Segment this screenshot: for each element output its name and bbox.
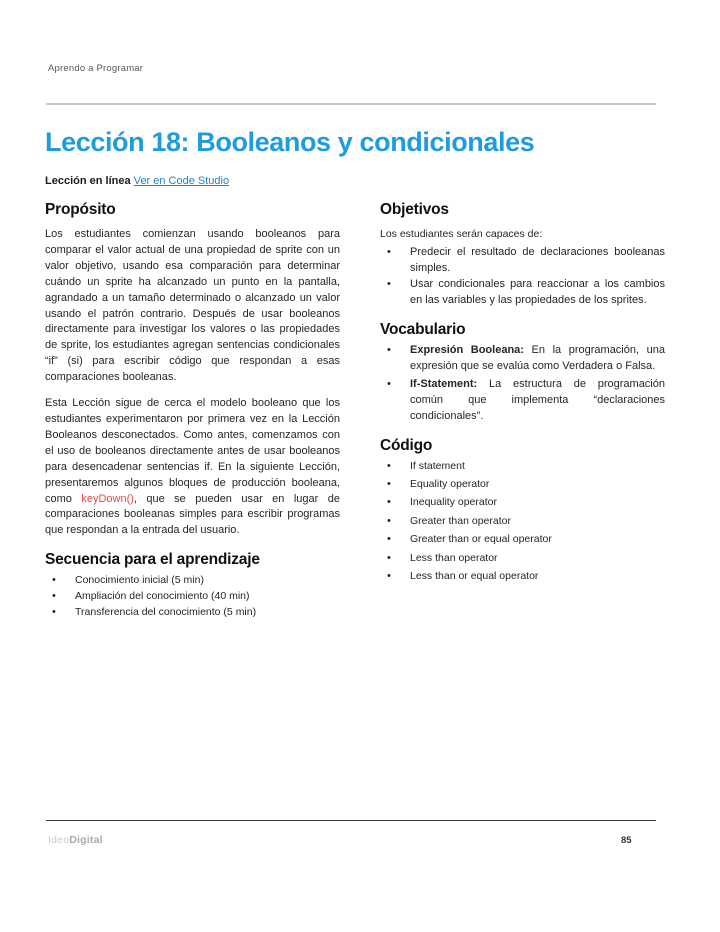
- list-item: • Equality operator: [380, 477, 665, 493]
- secuencia-heading: Secuencia para el aprendizaje: [45, 551, 260, 569]
- list-item: [380, 377, 665, 425]
- proposito-paragraph-1: Los estudiantes comienzan usando booleanos para comparar el valor actual de una propiedad de sprite con un valor objetivo, usando esa comparación para determinar cuándo un sprite ha alcanzado un punto en la pantalla, agrandado a un tamaño determinado o alcanzado un valor usando el patrón contrario. Después de usar booleanos directamente para investigar los valores o las propiedades de sprite, los estudiantes agregan sentencias condicionales “if” (si) para escribir código que respondan a esas comparaciones booleanas.: [45, 228, 340, 384]
- list-item: • Less than operator: [380, 551, 665, 567]
- footer-brand-light: Ideo: [48, 834, 70, 846]
- codigo-heading: Código: [380, 436, 433, 454]
- page-content: [45, 126, 665, 621]
- objetivos-heading: Objetivos: [380, 201, 449, 218]
- list-item: • Inequality operator: [380, 495, 665, 511]
- online-lesson-label: Lección en línea: [45, 175, 131, 187]
- two-column-layout: [45, 200, 665, 621]
- vocab-definition: En la programación, una expresión que se evalúa como Verdadera o Falsa.: [410, 343, 665, 372]
- list-item: • Greater than operator: [380, 514, 665, 530]
- vocabulario-list: [380, 343, 665, 425]
- keydown-code-token: keyDown(): [81, 492, 134, 505]
- footer-brand: [48, 834, 103, 846]
- list-item: • Ampliación del conocimiento (40 min): [45, 589, 340, 605]
- header-divider: [46, 103, 656, 105]
- paragraph-2-text-after: , que se pueden usar en lugar de comparaciones booleanas simples para escribir programas que respondan a la entrada del usuario.: [45, 492, 340, 537]
- list-item: • If statement: [380, 459, 665, 475]
- page-number: 85: [621, 835, 632, 846]
- footer-brand-bold: Digital: [69, 834, 103, 846]
- running-header: Aprendo a Programar: [48, 63, 144, 74]
- page-title: Lección 18: Booleanos y condicionales: [45, 127, 535, 157]
- right-column: [380, 200, 665, 621]
- list-item: • Less than or equal operator: [380, 569, 665, 585]
- list-item: • Predecir el resultado de declaraciones booleanas simples.: [380, 245, 665, 277]
- vocab-term: If-Statement:: [410, 377, 478, 390]
- list-item: [380, 343, 665, 375]
- objetivos-list: [380, 245, 665, 309]
- proposito-heading: Propósito: [45, 201, 116, 218]
- footer-divider: [46, 820, 656, 821]
- list-item: • Greater than or equal operator: [380, 532, 665, 548]
- vocabulario-heading: Vocabulario: [380, 320, 466, 338]
- list-item: • Usar condicionales para reaccionar a los cambios en las variables y las propiedades de los sprites.: [380, 277, 665, 309]
- list-item: • Transferencia del conocimiento (5 min): [45, 605, 340, 621]
- online-lesson-line: [45, 174, 665, 188]
- code-studio-link[interactable]: Ver en Code Studio: [133, 175, 230, 187]
- vocab-definition: La estructura de programación común que implementa “declaraciones condicionales”.: [410, 377, 665, 422]
- vocab-term: Expresión Booleana:: [410, 343, 524, 356]
- codigo-list: [380, 459, 665, 585]
- objetivos-intro: Los estudiantes serán capaces de:: [380, 228, 543, 240]
- proposito-paragraph-2: [45, 396, 340, 539]
- list-item: • Conocimiento inicial (5 min): [45, 573, 340, 589]
- left-column: [45, 200, 340, 621]
- paragraph-2-text-before: Esta Lección sigue de cerca el modelo booleano que los estudiantes experimentaron por primera vez en la Lección Booleanos desconectados. Como antes, comenzamos con el uso de booleanos directamente antes de usar booleanos para desencadenar sentencias if. En la siguiente Lección, presentaremos algunos bloques de producción booleana, como: [45, 397, 340, 505]
- secuencia-list: [45, 573, 340, 621]
